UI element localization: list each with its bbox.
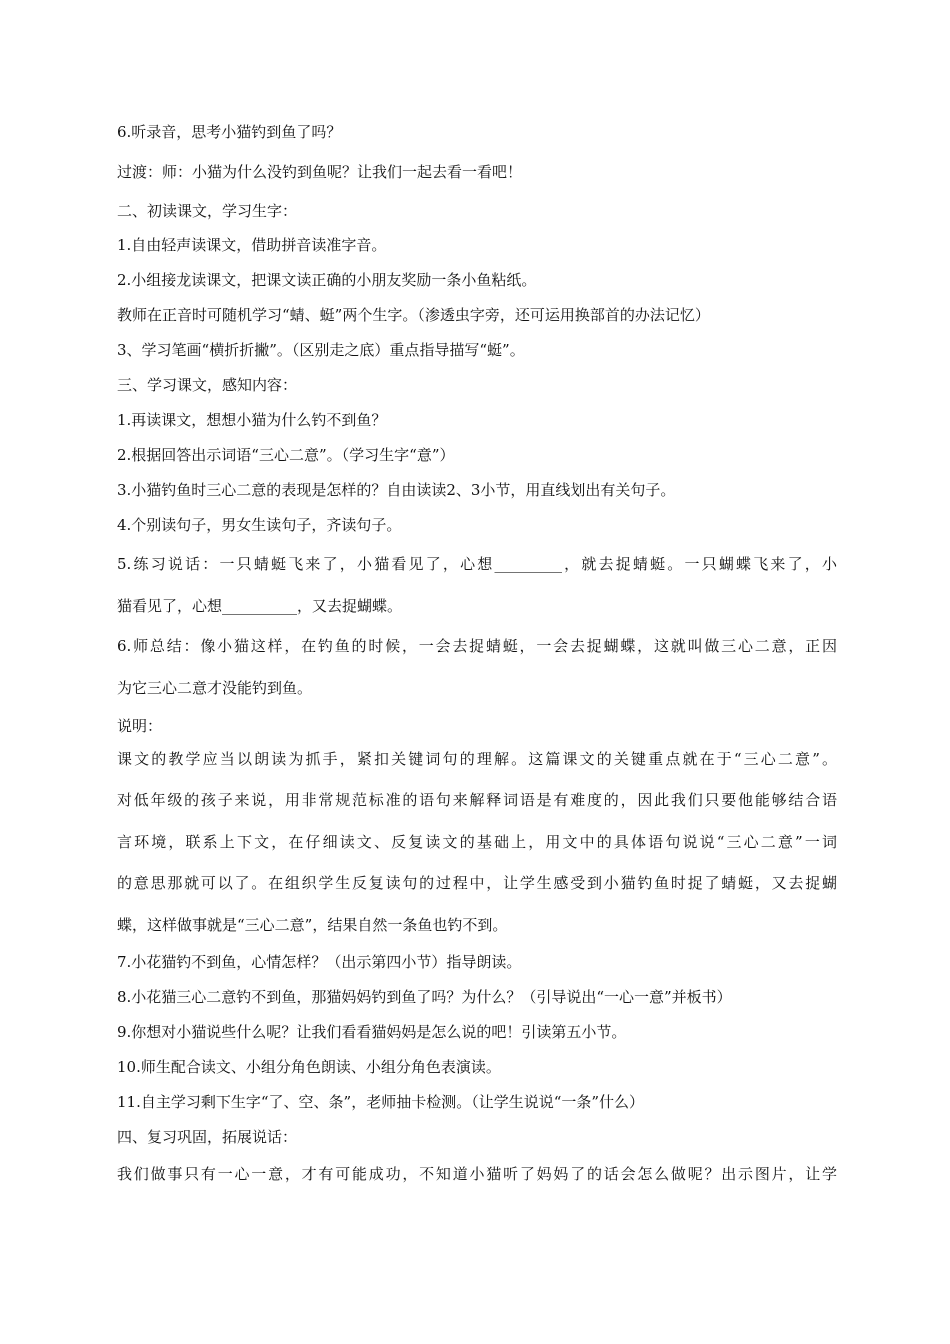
text-line: 10.师生配合读文、小组分角色朗读、小组分角色表演读。 <box>117 1058 501 1076</box>
text-line: 言环境，联系上下文，在仔细读文、反复读文的基础上，用文中的具体语句说说“三心二意”一词 <box>117 833 837 851</box>
text-line: 8.小花猫三心二意钓不到鱼，那猫妈妈钓到鱼了吗？为什么？（引导说出“一心一意”并板书） <box>117 988 732 1006</box>
text-line: 2.根据回答出示词语“三心二意”。（学习生字“意”） <box>117 446 455 464</box>
text-line: 6.师总结：像小猫这样，在钓鱼的时候，一会去捉蜻蜓，一会去捉蝴蝶，这就叫做三心二意，正因 <box>117 637 837 655</box>
text-line: 5.练习说话：一只蜻蜓飞来了，小猫看见了，心想_________，就去捉蜻蜓。一只蝴蝶飞来了，小 <box>117 555 837 573</box>
text-line: 11.自主学习剩下生字“了、空、条”，老师抽卡检测。（让学生说说“一条”什么） <box>117 1093 645 1111</box>
text-line: 1.再读课文，想想小猫为什么钓不到鱼？ <box>117 411 387 429</box>
text-line: 教师在正音时可随机学习“蜻、蜓”两个生字。（渗透虫字旁，还可运用换部首的办法记忆） <box>117 306 710 324</box>
text-line: 我们做事只有一心一意，才有可能成功，不知道小猫听了妈妈了的话会怎么做呢？出示图片，让学 <box>117 1165 837 1183</box>
text-line: 课文的教学应当以朗读为抓手，紧扣关键词句的理解。这篇课文的关键重点就在于“三心二意”。 <box>117 750 837 768</box>
text-line: 对低年级的孩子来说，用非常规范标准的语句来解释词语是有难度的，因此我们只要他能够结合语 <box>117 791 837 809</box>
text-line: 1.自由轻声读课文，借助拼音读准字音。 <box>117 236 387 254</box>
text-line: 3、学习笔画“横折折撇”。（区别走之底）重点指导描写“蜓”。 <box>117 341 525 359</box>
text-line: 的意思那就可以了。在组织学生反复读句的过程中，让学生感受到小猫钓鱼时捉了蜻蜓，又去捉蝴 <box>117 874 837 892</box>
text-line: 2.小组接龙读课文，把课文读正确的小朋友奖励一条小鱼粘纸。 <box>117 271 537 289</box>
text-line: 7.小花猫钓不到鱼，心情怎样？（出示第四小节）指导朗读。 <box>117 953 522 971</box>
text-line: 6.听录音，思考小猫钓到鱼了吗？ <box>117 123 342 141</box>
section-heading: 二、初读课文，学习生字： <box>117 202 298 220</box>
text-line: 为它三心二意才没能钓到鱼。 <box>117 679 313 697</box>
text-line: 猫看见了，心想__________，又去捉蝴蝶。 <box>117 597 403 615</box>
text-line: 过渡：师：小猫为什么没钓到鱼呢？让我们一起去看一看吧！ <box>117 163 523 181</box>
text-line: 4.个别读句子，男女生读句子，齐读句子。 <box>117 516 402 534</box>
section-heading: 说明： <box>117 717 163 735</box>
text-line: 9.你想对小猫说些什么呢？让我们看看猫妈妈是怎么说的吧！引读第五小节。 <box>117 1023 627 1041</box>
section-heading: 四、复习巩固，拓展说话： <box>117 1128 298 1146</box>
text-line: 蝶，这样做事就是“三心二意”，结果自然一条鱼也钓不到。 <box>117 916 508 934</box>
section-heading: 三、学习课文，感知内容： <box>117 376 298 394</box>
text-line: 3.小猫钓鱼时三心二意的表现是怎样的？自由读读2、3小节，用直线划出有关句子。 <box>117 481 676 499</box>
